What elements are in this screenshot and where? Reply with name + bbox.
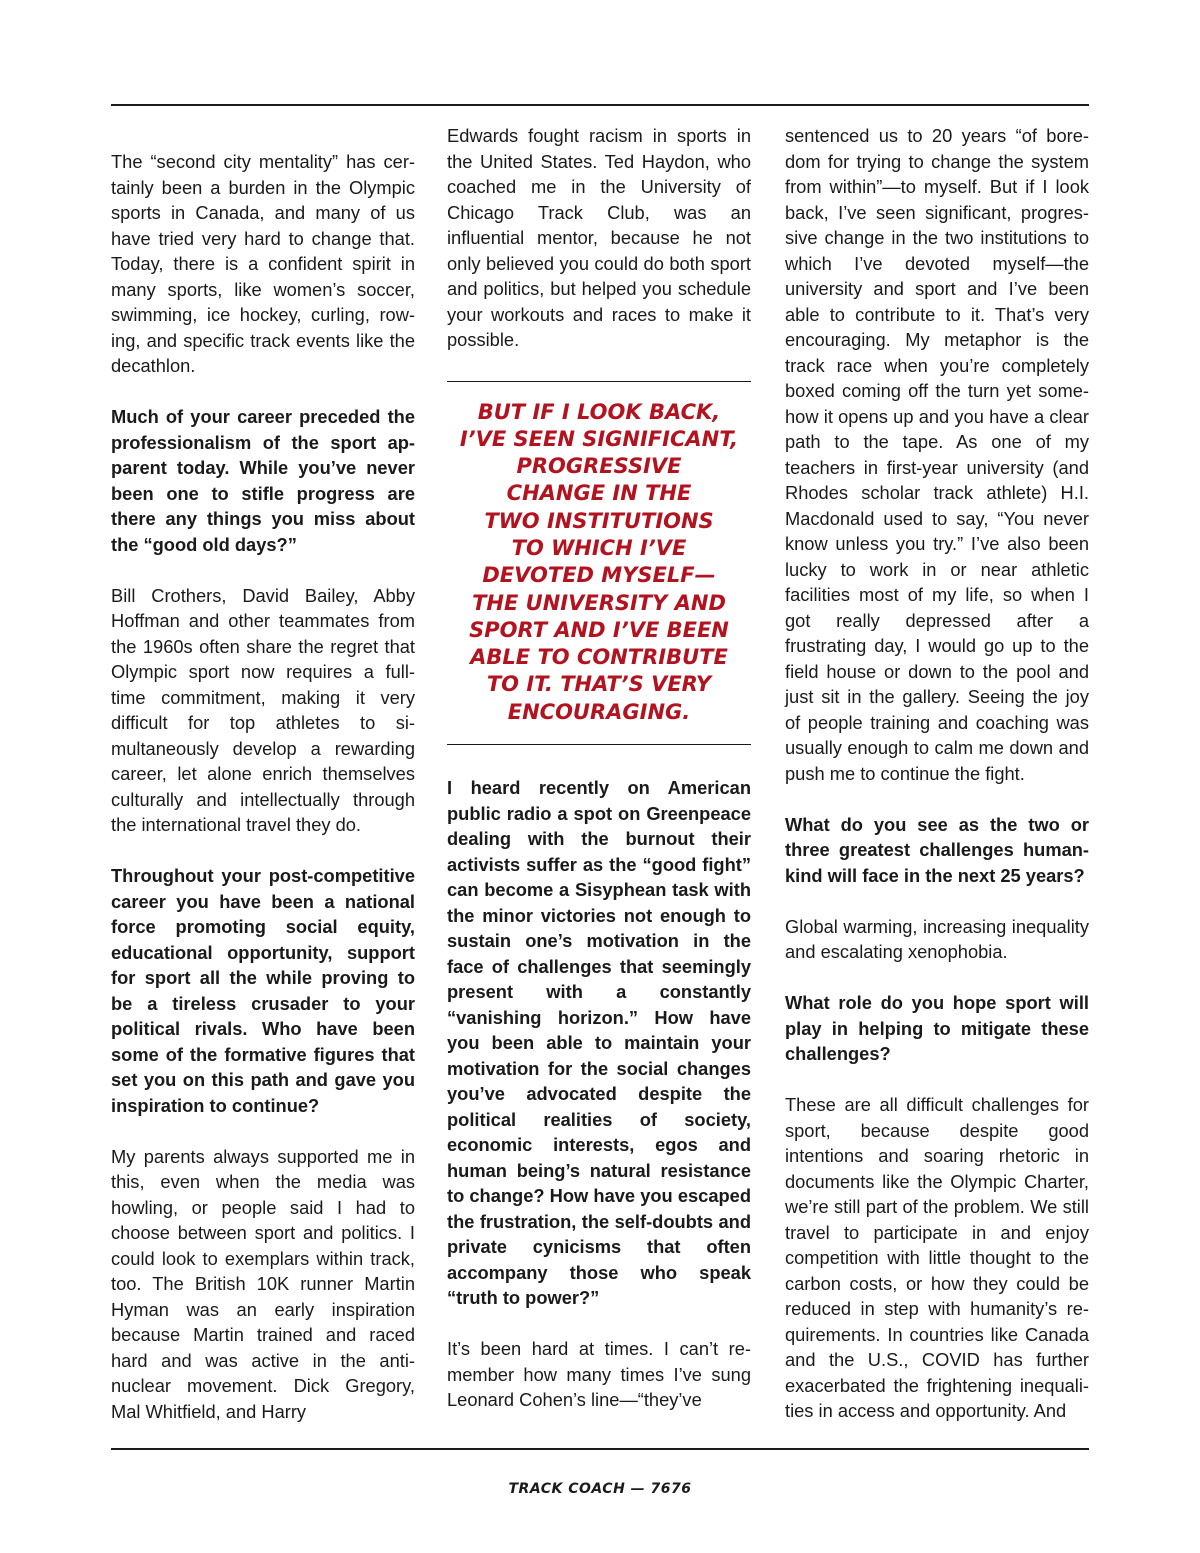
answer-paragraph: The “second city mentality” has certainly been a burden in the Olympic sports in Canada, and many of us have tried very hard to change that. Today, there is a confident spirit in many sports, like women’s soccer, swimming, ice hockey, curling, rowing, and specific track events like the decathlon. bbox=[111, 151, 415, 376]
interview-question: What role do you hope sport will play in helping to mitigate these challenges? bbox=[785, 992, 1089, 1064]
interview-question: Throughout your post-competitive career you have been a national force promoting social equity, educational opportunity, support for sport all the while proving to be a tireless crusader to your political rivals. Who have been some of the formative figures that set you on this path and gave you inspiration to continue? bbox=[111, 865, 415, 1116]
interview-question: What do you see as the two or three greatest challenges humankind will face in the next 25 years? bbox=[785, 813, 1089, 886]
answer-paragraph: Global warming, increasing inequality and escalating xenophobia. bbox=[785, 915, 1089, 962]
column-2 bbox=[447, 123, 751, 1413]
column-3 bbox=[785, 123, 1089, 1424]
answer-paragraph: My parents always supported me in this, even when the media was howling, or people said I had to choose between sport and politics. I could look to exemplars within track, too. The British 10K runner Martin Hyman was an early inspiration because Martin trained and raced hard and was active in the anti-nuclear movement. Dick Gregory, Mal Whitfield, and Harry bbox=[111, 1145, 415, 1422]
interview-question: I heard recently on American public radio a spot on Greenpeace dealing with the burnout their activists suffer as the “good fight” can become a Sisyphean task with the minor victories not enough to sustain one’s motivation in the face of challenges that seemingly present with a constantly “vanishing horizon.” How have you been able to maintain your motivation for the social changes you’ve advocated despite the political realities of society, economic interests, egos and human being’s natural resistance to change? How have you escaped the frustration, the self-doubts and private cynicisms that often accompany those who speak “truth to power?” bbox=[447, 777, 751, 1309]
answer-paragraph: These are all difficult challenges for sport, because despite good intentions and soaring rhetoric in documents like the Olympic Charter, we’re still part of the problem. We still travel to participate in and enjoy competition with little thought to the carbon costs, or how they could be reduced in step with humanity’s requirements. In countries like Canada and the U.S., COVID has further exacerbated the frightening inequalities in access and opportunity. And bbox=[785, 1094, 1089, 1421]
answer-paragraph: It’s been hard at times. I can’t remember how many times I’ve sung Leonard Cohen’s line—“they’ve bbox=[447, 1338, 751, 1411]
pullquote-bottom-rule bbox=[447, 744, 751, 745]
page-footer: TRACK COACH — 7676 bbox=[508, 1481, 692, 1497]
pullquote-top-rule bbox=[447, 381, 751, 382]
answer-paragraph: Edwards fought racism in sports in the United States. Ted Haydon, who coached me in the University of Chicago Track Club, was an influential mentor, because he not only believed you could do both sport and politics, but helped you schedule your workouts and races to make it possible. bbox=[447, 125, 751, 350]
interview-question: Much of your career preceded the professionalism of the sport apparent today. While you’ve never been one to stifle progress are there any things you miss about the “good old days?” bbox=[111, 406, 415, 555]
top-rule bbox=[111, 104, 1089, 106]
answer-paragraph: Bill Crothers, David Bailey, Abby Hoffman and other teammates from the 1960s often share the regret that Olympic sport now requires a full-time commitment, making it very difficult for top athletes to simultaneously develop a rewarding career, let alone enrich themselves culturally and intellectually through the international travel they do. bbox=[111, 584, 415, 835]
bottom-rule bbox=[111, 1448, 1089, 1450]
answer-paragraph: sentenced us to 20 years “of boredom for trying to change the system from within”—to myself. But if I look back, I’ve seen significant, progressive change in the two institutions to which I’ve devoted myself—the university and sport and I’ve been able to contribute to it. That’s very encouraging. My metaphor is the track race when you’re completely boxed coming off the turn yet somehow it opens up and you have a clear path to the tape. As one of my teachers in first-year university (and Rhodes scholar track athlete) H.I. Macdonald used to say, “You never know unless you try.” I’ve also been lucky to work in or near athletic facilities most of my life, so when I got really depressed after a frustrating day, I would go up to the field house or down to the pool and just sit in the gallery. Seeing the joy of people training and coaching was usually enough to calm me down and push me to continue the fight. bbox=[785, 125, 1089, 784]
pull-quote: BUT IF I LOOK BACK, I’VE SEEN SIGNIFICANT, PROGRESSIVE CHANGE IN THE TWO INSTITUTIONS TO WHICH I’VE DEVOTED MYSELF— THE UNIVERSITY AND SPORT AND I’VE BEEN ABLE TO CONTRIBUTE TO IT. THAT’S VERY ENCOURAGING. bbox=[459, 399, 739, 724]
column-1 bbox=[111, 149, 415, 1424]
